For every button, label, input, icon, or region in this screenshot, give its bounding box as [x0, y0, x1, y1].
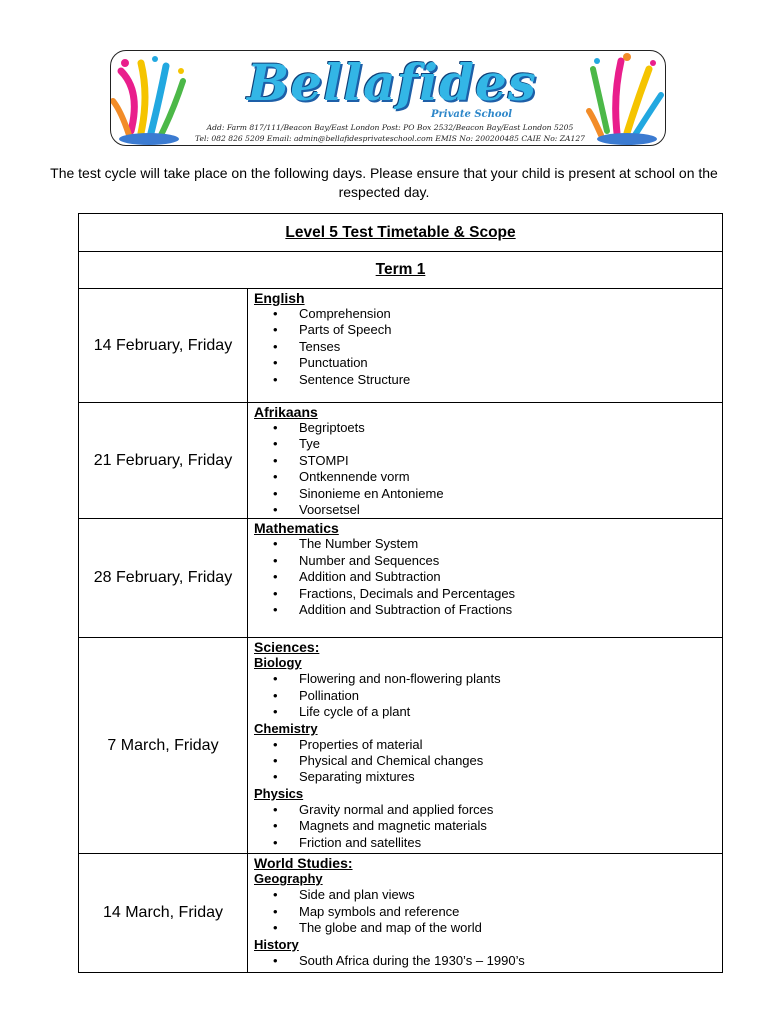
- right-color-splash-icon: [589, 53, 661, 145]
- test-date: 28 February, Friday: [79, 519, 248, 638]
- list-item: • South Africa during the 1930’s – 1990’s: [254, 953, 716, 969]
- scope-cell: [248, 403, 723, 519]
- list-item: • Flowering and non-flowering plants: [254, 671, 716, 687]
- table-row: [79, 519, 723, 638]
- sub-subject-heading: History: [254, 936, 299, 952]
- school-logo-title: Bellafides: [247, 53, 537, 112]
- list-item: • Side and plan views: [254, 887, 716, 903]
- list-item: • The Number System: [254, 536, 716, 552]
- list-item: • Physical and Chemical changes: [254, 753, 716, 769]
- list-item: • STOMPI: [254, 453, 716, 469]
- list-item: • Punctuation: [254, 355, 716, 371]
- list-item: • Pollination: [254, 688, 716, 704]
- topic-list: [254, 306, 716, 388]
- subject-heading: World Studies:: [254, 855, 353, 872]
- list-item: • Addition and Subtraction of Fractions: [254, 602, 716, 618]
- school-address-line: Add: Farm 817/111/Beacon Bay/East London Post: PO Box 2532/Beacon Bay/East London 5205: [206, 123, 574, 132]
- subject-heading: Mathematics: [254, 520, 339, 537]
- list-item: • Addition and Subtraction: [254, 569, 716, 585]
- list-item: • Properties of material: [254, 737, 716, 753]
- school-contact-line: Tel: 082 826 5209 Email: admin@bellafidesprivateschool.com EMIS No: 200200485 CAIE No: ZA127: [194, 134, 586, 143]
- list-item: • Ontkennende vorm: [254, 469, 716, 485]
- test-date: 7 March, Friday: [79, 638, 248, 854]
- topic-list: [254, 737, 716, 786]
- topic-list: [254, 802, 716, 851]
- test-date: 14 March, Friday: [79, 854, 248, 973]
- list-item: • Fractions, Decimals and Percentages: [254, 586, 716, 602]
- list-item: • Number and Sequences: [254, 553, 716, 569]
- list-item: • The globe and map of the world: [254, 920, 716, 936]
- list-item: • Tye: [254, 436, 716, 452]
- topic-list: [254, 420, 716, 518]
- topic-list: [254, 536, 716, 618]
- subject-heading: English: [254, 290, 305, 306]
- table-row: [79, 403, 723, 519]
- sub-subject-heading: Biology: [254, 655, 302, 671]
- sub-subject-heading: Geography: [254, 871, 323, 887]
- table-row: [79, 289, 723, 403]
- timetable-table: [78, 213, 723, 973]
- table-row: [79, 854, 723, 973]
- list-item: • Gravity normal and applied forces: [254, 802, 716, 818]
- table-title-row: [79, 214, 723, 252]
- scope-cell: [248, 289, 723, 403]
- table-row: [79, 638, 723, 854]
- topic-list: [254, 887, 716, 936]
- topic-list: [254, 953, 716, 969]
- term-label: Term 1: [79, 252, 723, 289]
- school-letterhead-banner: [110, 50, 666, 146]
- sub-subject-heading: Chemistry: [254, 720, 318, 736]
- list-item: • Friction and satellites: [254, 835, 716, 851]
- term-row: [79, 252, 723, 289]
- list-item: • Begriptoets: [254, 420, 716, 436]
- list-item: • Tenses: [254, 339, 716, 355]
- scope-cell: [248, 638, 723, 854]
- list-item: • Voorsetsel: [254, 502, 716, 518]
- list-item: • Life cycle of a plant: [254, 704, 716, 720]
- list-item: • Separating mixtures: [254, 769, 716, 785]
- scope-cell: [248, 854, 723, 973]
- sub-subject-heading: Physics: [254, 785, 304, 801]
- school-logo-subtitle: Private School: [431, 109, 513, 120]
- list-item: • Comprehension: [254, 306, 716, 322]
- left-color-splash-icon: [113, 56, 184, 145]
- subject-heading: Sciences:: [254, 639, 320, 656]
- intro-paragraph: The test cycle will take place on the following days. Please ensure that your child is present at school on the respected day.: [50, 165, 718, 200]
- scope-cell: [248, 519, 723, 638]
- test-date: 21 February, Friday: [79, 403, 248, 519]
- list-item: • Map symbols and reference: [254, 904, 716, 920]
- list-item: • Sentence Structure: [254, 372, 716, 388]
- list-item: • Parts of Speech: [254, 322, 716, 338]
- test-date: 14 February, Friday: [79, 289, 248, 403]
- list-item: • Magnets and magnetic materials: [254, 818, 716, 834]
- table-title: Level 5 Test Timetable & Scope: [79, 214, 723, 252]
- subject-heading: Afrikaans: [254, 404, 318, 420]
- topic-list: [254, 671, 716, 720]
- list-item: • Sinonieme en Antonieme: [254, 486, 716, 502]
